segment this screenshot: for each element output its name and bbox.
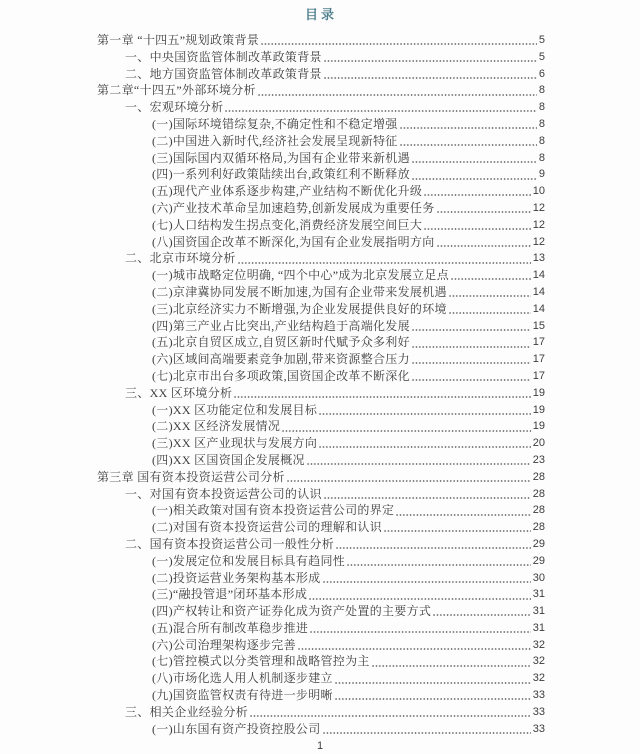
dot-leader [324, 60, 537, 62]
toc-entry-title: (一)相关政策对国有资本投资运营公司的界定 [152, 503, 395, 518]
toc-entry-title: (一)发展定位和发展目标具有趋同性 [152, 553, 346, 568]
dot-leader [336, 547, 531, 549]
toc-entry-title: (三)国际国内双循环格局,为国有企业带来新机遇 [152, 150, 410, 165]
dot-leader [412, 346, 531, 348]
toc-entry-title: (一)山东国有资产投资控股公司 [152, 721, 321, 736]
toc-entry-page: 14 [532, 285, 545, 298]
toc-entry-page: 12 [532, 235, 545, 248]
toc-entry[interactable] [97, 217, 545, 234]
toc-entry-title: 三、相关企业经验分析 [125, 704, 249, 719]
toc-entry-title: (四)第三产业占比突出,产业结构趋于高端化发展 [152, 318, 410, 333]
toc-entry[interactable] [97, 318, 545, 335]
dot-leader [412, 379, 531, 381]
dot-leader [324, 497, 531, 499]
dot-leader [412, 178, 537, 180]
toc-entry-title: 第一章 “十四五”规划政策背景 [97, 33, 260, 47]
dot-leader [310, 631, 531, 633]
toc-entry-title: 第二章“十四五”外部环境分析 [97, 83, 256, 98]
toc-entry[interactable] [97, 183, 545, 200]
toc-entry-page: 28 [532, 521, 545, 534]
dot-leader [400, 127, 537, 129]
toc-entry-page: 17 [532, 336, 545, 349]
toc-entry[interactable] [97, 452, 545, 469]
toc-entry-page: 28 [532, 470, 545, 483]
toc-entry-title: (八)国资国企改革不断深化,为国有企业发展指明方向 [152, 234, 435, 249]
dot-leader [324, 77, 537, 79]
toc-entry[interactable] [97, 66, 545, 83]
toc-entry[interactable] [97, 670, 545, 687]
toc-entry-page: 31 [532, 588, 545, 601]
toc-entry[interactable] [97, 653, 545, 670]
toc-entry[interactable] [97, 385, 545, 402]
toc-entry-title: (一)国际环境错综复杂,不确定性和不稳定增强 [152, 116, 398, 131]
toc-entry-page: 5 [538, 50, 545, 63]
toc-list [97, 32, 545, 737]
toc-entry-title: (二)中国进入新时代,经济社会发展呈现新特征 [152, 133, 398, 148]
toc-entry-page: 20 [532, 437, 545, 450]
toc-entry-page: 23 [532, 453, 545, 466]
toc-entry[interactable] [97, 519, 545, 536]
toc-entry-page: 8 [538, 84, 545, 97]
dot-leader [335, 698, 531, 700]
toc-entry-page: 17 [532, 353, 545, 366]
dot-leader [250, 715, 531, 717]
toc-entry[interactable] [97, 570, 545, 587]
dot-leader [234, 396, 530, 398]
toc-entry[interactable] [97, 166, 545, 183]
toc-entry-title: (六)区域间高端要素竞争加剧,带来资源整合压力 [152, 352, 410, 367]
toc-entry-title: (九)国资监管权责有待进一步明晰 [152, 688, 333, 703]
toc-entry[interactable] [97, 637, 545, 654]
dot-leader [437, 245, 531, 247]
dot-leader [335, 682, 531, 684]
dot-leader [307, 463, 531, 465]
toc-entry-title: (二)投资运营业务架构基本形成 [152, 570, 321, 585]
dot-leader [347, 564, 531, 566]
dot-leader [282, 430, 531, 432]
toc-entry[interactable] [97, 486, 545, 503]
toc-entry-page: 31 [532, 621, 545, 634]
toc-entry[interactable] [97, 704, 545, 721]
toc-entry-page: 31 [532, 605, 545, 618]
toc-entry[interactable] [97, 502, 545, 519]
dot-leader [396, 514, 530, 516]
toc-entry-page: 12 [532, 201, 545, 214]
dot-leader [372, 665, 531, 667]
toc-entry[interactable] [97, 150, 545, 167]
toc-entry-page: 10 [532, 185, 545, 198]
toc-entry[interactable] [97, 435, 545, 452]
toc-entry-page: 8 [538, 117, 545, 130]
toc-entry-page: 19 [532, 403, 545, 416]
dot-leader [412, 362, 531, 364]
dot-leader [449, 295, 531, 297]
dot-leader [238, 262, 531, 264]
toc-entry-title: 第三章 国有资本投资运营公司分析 [97, 469, 285, 484]
toc-entry[interactable] [97, 133, 545, 150]
toc-entry[interactable] [97, 402, 545, 419]
toc-entry-title: (七)管控模式以分类管理和战略管控为主 [152, 654, 370, 669]
toc-entry-title: 二、北京市环境分析 [125, 251, 236, 266]
toc-entry-title: (六)产业技术革命呈加速趋势,创新发展成为重要任务 [152, 200, 435, 215]
dot-leader [412, 161, 537, 163]
toc-entry-title: (二)京津冀协同发展不断加速,为国有企业带来发展机遇 [152, 284, 447, 299]
toc-entry[interactable] [97, 368, 545, 385]
toc-entry-page: 14 [532, 302, 545, 315]
toc-entry[interactable] [97, 620, 545, 637]
dot-leader [323, 581, 531, 583]
toc-entry[interactable] [97, 99, 545, 116]
toc-entry[interactable] [97, 536, 545, 553]
toc-entry-page: 32 [532, 672, 545, 685]
toc-entry[interactable] [97, 82, 545, 99]
toc-entry[interactable] [97, 586, 545, 603]
toc-entry-title: (五)混合所有制改革稳步推进 [152, 620, 309, 635]
toc-entry-page: 13 [532, 252, 545, 265]
toc-entry[interactable] [97, 553, 545, 570]
toc-entry-page: 15 [532, 319, 545, 332]
toc-entry-title: 二、国有资本投资运营公司一般性分析 [125, 536, 335, 551]
toc-entry-page: 17 [532, 369, 545, 382]
dot-leader [323, 732, 531, 734]
toc-entry-page: 6 [538, 67, 545, 80]
dot-leader [225, 110, 536, 112]
toc-entry[interactable] [97, 200, 545, 217]
toc-entry[interactable] [97, 284, 545, 301]
toc-entry-page: 5 [538, 34, 545, 46]
dot-leader [298, 648, 531, 650]
toc-entry-page: 8 [538, 101, 545, 114]
toc-entry-title: (七)北京市出台多项政策,国资国企改革不断深化 [152, 368, 410, 383]
toc-entry-title: (四)一系列利好政策陆续出台,政策红利不断释放 [152, 167, 410, 182]
dot-leader [451, 278, 531, 280]
dot-leader [424, 194, 531, 196]
toc-entry[interactable] [97, 267, 545, 284]
toc-entry-page: 32 [532, 638, 545, 651]
dot-leader [433, 614, 531, 616]
toc-entry[interactable] [97, 418, 545, 435]
dot-leader [319, 446, 531, 448]
toc-entry-title: 一、中央国资监管体制改革政策背景 [125, 49, 322, 64]
toc-entry-page: 32 [532, 655, 545, 668]
dot-leader [412, 329, 531, 331]
toc-entry[interactable] [97, 351, 545, 368]
toc-entry[interactable] [97, 334, 545, 351]
dot-leader [258, 94, 537, 96]
toc-entry-page: 29 [532, 537, 545, 550]
toc-entry-title: (二)XX 区经济发展情况 [152, 419, 281, 434]
dot-leader [437, 211, 531, 213]
toc-entry[interactable] [97, 250, 545, 267]
toc-entry-title: (六)公司治理架构逐步完善 [152, 637, 296, 652]
toc-entry[interactable] [97, 234, 545, 251]
toc-entry-page: 19 [532, 386, 545, 399]
toc-title: 目录 [304, 7, 337, 22]
toc-entry-title: 二、地方国资监管体制改革政策背景 [125, 66, 322, 81]
toc-entry-title: (五)现代产业体系逐步构建,产业结构不断优化升级 [152, 184, 423, 199]
toc-entry-page: 29 [532, 554, 545, 567]
toc-entry[interactable] [97, 687, 545, 704]
toc-entry-title: 三、XX 区环境分析 [125, 385, 233, 400]
toc-entry-title: (四)XX 区国资国企发展概况 [152, 452, 305, 467]
toc-entry-title: 一、宏观环境分析 [125, 100, 224, 115]
toc-entry-page: 33 [532, 722, 545, 735]
dot-leader [424, 228, 531, 230]
toc-entry-title: (八)市场化选人用人机制逐步建立 [152, 671, 333, 686]
toc-entry-title: (三)XX 区产业现状与发展方向 [152, 436, 318, 451]
toc-entry-title: (一)城市战略定位明确, “四个中心”成为北京发展立足点 [152, 268, 450, 283]
toc-entry-page: 12 [532, 218, 545, 231]
toc-entry-title: (三)“融投管退”闭环基本形成 [152, 587, 308, 602]
toc-entry-title: (七)人口结构发生拐点变化,消费经济发展空间巨大 [152, 217, 423, 232]
toc-entry-page: 19 [532, 420, 545, 433]
toc-entry[interactable] [97, 49, 545, 66]
toc-entry-title: (三)北京经济实力不断增强,为企业发展提供良好的环境 [152, 301, 447, 316]
toc-entry-page: 33 [532, 689, 545, 702]
toc-entry-page: 28 [532, 504, 545, 517]
toc-entry[interactable] [97, 721, 545, 738]
toc-entry[interactable] [97, 301, 545, 318]
toc-entry-page: 8 [538, 134, 545, 147]
toc-entry-page: 30 [532, 571, 545, 584]
dot-leader [384, 530, 531, 532]
toc-entry-page: 8 [538, 151, 545, 164]
toc-entry[interactable] [97, 116, 545, 133]
dot-leader [400, 144, 537, 146]
toc-entry-page: 9 [538, 168, 545, 181]
dot-leader [287, 480, 531, 482]
dot-leader [261, 43, 537, 45]
dot-leader [449, 312, 531, 314]
toc-entry[interactable] [97, 603, 545, 620]
toc-entry-title: (二)对国有资本投资运营公司的理解和认识 [152, 520, 382, 535]
toc-entry-title: (一)XX 区功能定位和发展目标 [152, 402, 318, 417]
toc-entry[interactable] [97, 469, 545, 486]
toc-entry-page: 28 [532, 487, 545, 500]
toc-entry-title: (四)产权转让和资产证券化成为资产处置的主要方式 [152, 604, 432, 619]
toc-entry-title: (五)北京自贸区成立,自贸区新时代赋予众多利好 [152, 335, 410, 350]
dot-leader [309, 598, 531, 600]
toc-entry-page: 33 [532, 705, 545, 718]
footer-page-number: 1 [316, 740, 324, 752]
dot-leader [319, 413, 531, 415]
toc-entry-title: 一、对国有资本投资运营公司的认识 [125, 486, 322, 501]
toc-entry-page: 14 [532, 269, 545, 282]
toc-entry[interactable] [97, 32, 545, 49]
